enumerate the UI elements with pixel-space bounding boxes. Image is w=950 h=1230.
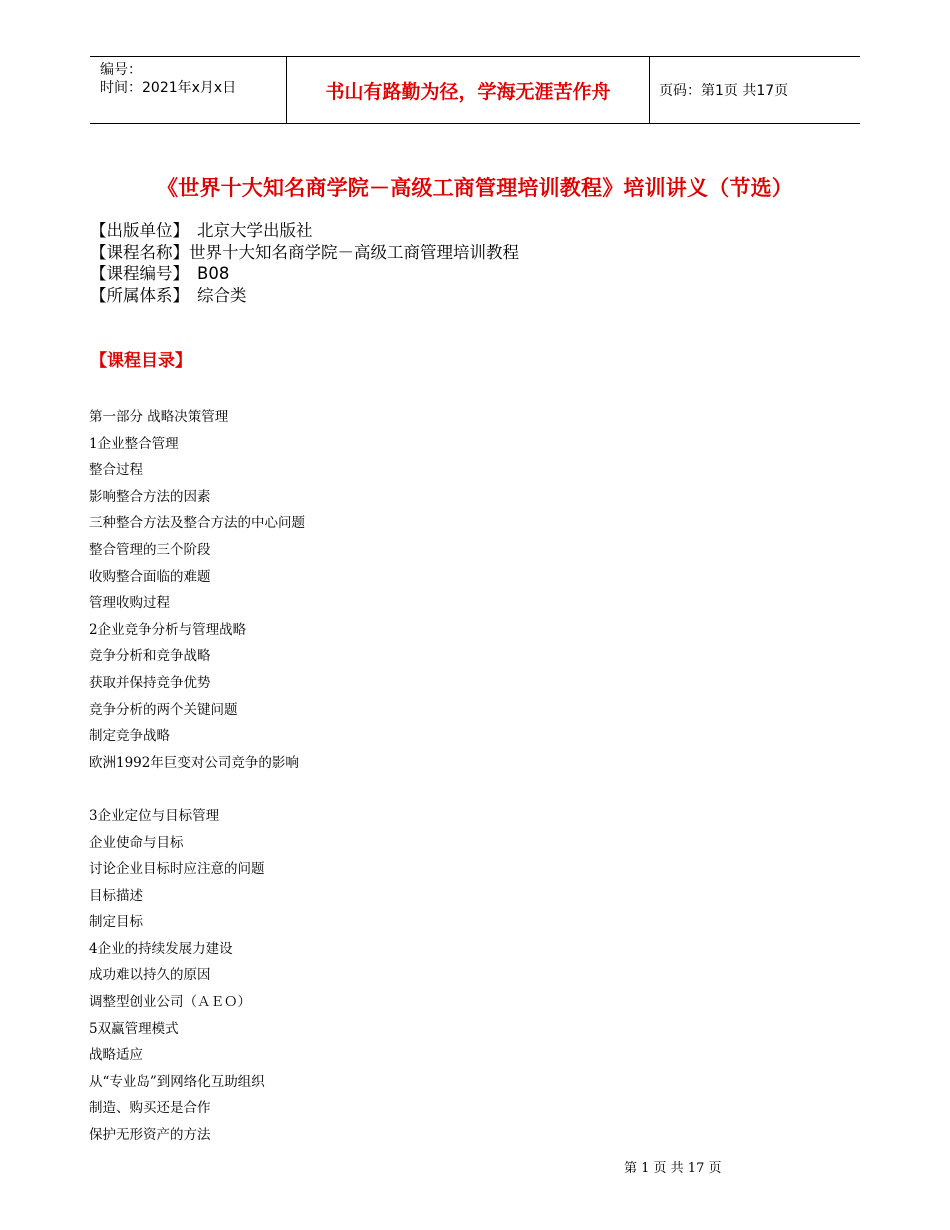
toc-item: 管理收购过程 [89,595,170,612]
header-table [90,56,860,124]
header-page-info: 页码：第1页 共17页 [659,83,789,99]
toc-item: 1企业整合管理 [89,435,179,452]
toc-item: 欧洲1992年巨变对公司竞争的影响 [89,754,299,771]
toc-item: 企业使命与目标 [89,834,184,851]
toc-item: 从“专业岛”到网络化互助组织 [89,1073,265,1090]
toc-item: 5双赢管理模式 [89,1020,179,1037]
toc-item: 战略适应 [89,1047,143,1064]
meta-value: 北京大学出版社 [197,221,313,240]
meta-label: 【课程名称】 [90,242,189,262]
meta-value: B08 [197,264,230,283]
toc-item: 制定目标 [89,914,143,931]
toc-item: 讨论企业目标时应注意的问题 [89,861,265,878]
toc-item: 整合管理的三个阶段 [89,541,211,558]
toc-item: 调整型创业公司（ＡＥＯ） [89,994,251,1011]
meta-value: 综合类 [197,285,247,305]
toc-item: 4企业的持续发展力建设 [89,940,233,957]
meta-label: 【出版单位】 [90,221,189,240]
toc-item: 整合过程 [89,462,143,479]
toc-item: 竞争分析的两个关键问题 [89,701,238,718]
toc-item: 收购整合面临的难题 [89,568,211,585]
toc-item: 制造、购买还是合作 [89,1100,211,1117]
table-of-contents [89,404,305,1149]
toc-item: 第一部分 战略决策管理 [89,409,229,425]
toc-item: 成功难以持久的原因 [89,967,211,984]
meta-label: 【课程编号】 [90,264,189,283]
toc-item: 竞争分析和竞争战略 [89,648,211,665]
toc-item: 制定竞争战略 [89,728,170,745]
header-left-cell [90,57,286,123]
meta-label: 【所属体系】 [90,285,189,305]
toc-item: 获取并保持竞争优势 [89,674,211,691]
meta-category [90,285,519,307]
toc-item: 保护无形资产的方法 [89,1127,211,1144]
page-footer: 第 1 页 共 17 页 [624,1161,722,1176]
toc-item: 3企业定位与目标管理 [89,807,220,824]
meta-value: 世界十大知名商学院－高级工商管理培训教程 [189,242,519,262]
toc-item: 2企业竞争分析与管理战略 [89,621,247,638]
toc-item: 目标描述 [89,887,143,904]
course-meta [90,220,519,306]
toc-item: 三种整合方法及整合方法的中心问题 [89,515,305,532]
document-time: 时间：2021年x月x日 [100,80,237,96]
document-number-label: 编号： [100,62,142,78]
toc-heading: 【课程目录】 [90,351,192,371]
meta-course-code [90,263,519,285]
meta-course-name [90,242,519,264]
meta-publisher [90,220,519,242]
header-motto: 书山有路勤为径，学海无涯苦作舟 [286,57,650,123]
document-title: 《世界十大知名商学院－高级工商管理培训教程》培训讲义（节选） [157,176,793,200]
toc-item: 影响整合方法的因素 [89,488,211,505]
